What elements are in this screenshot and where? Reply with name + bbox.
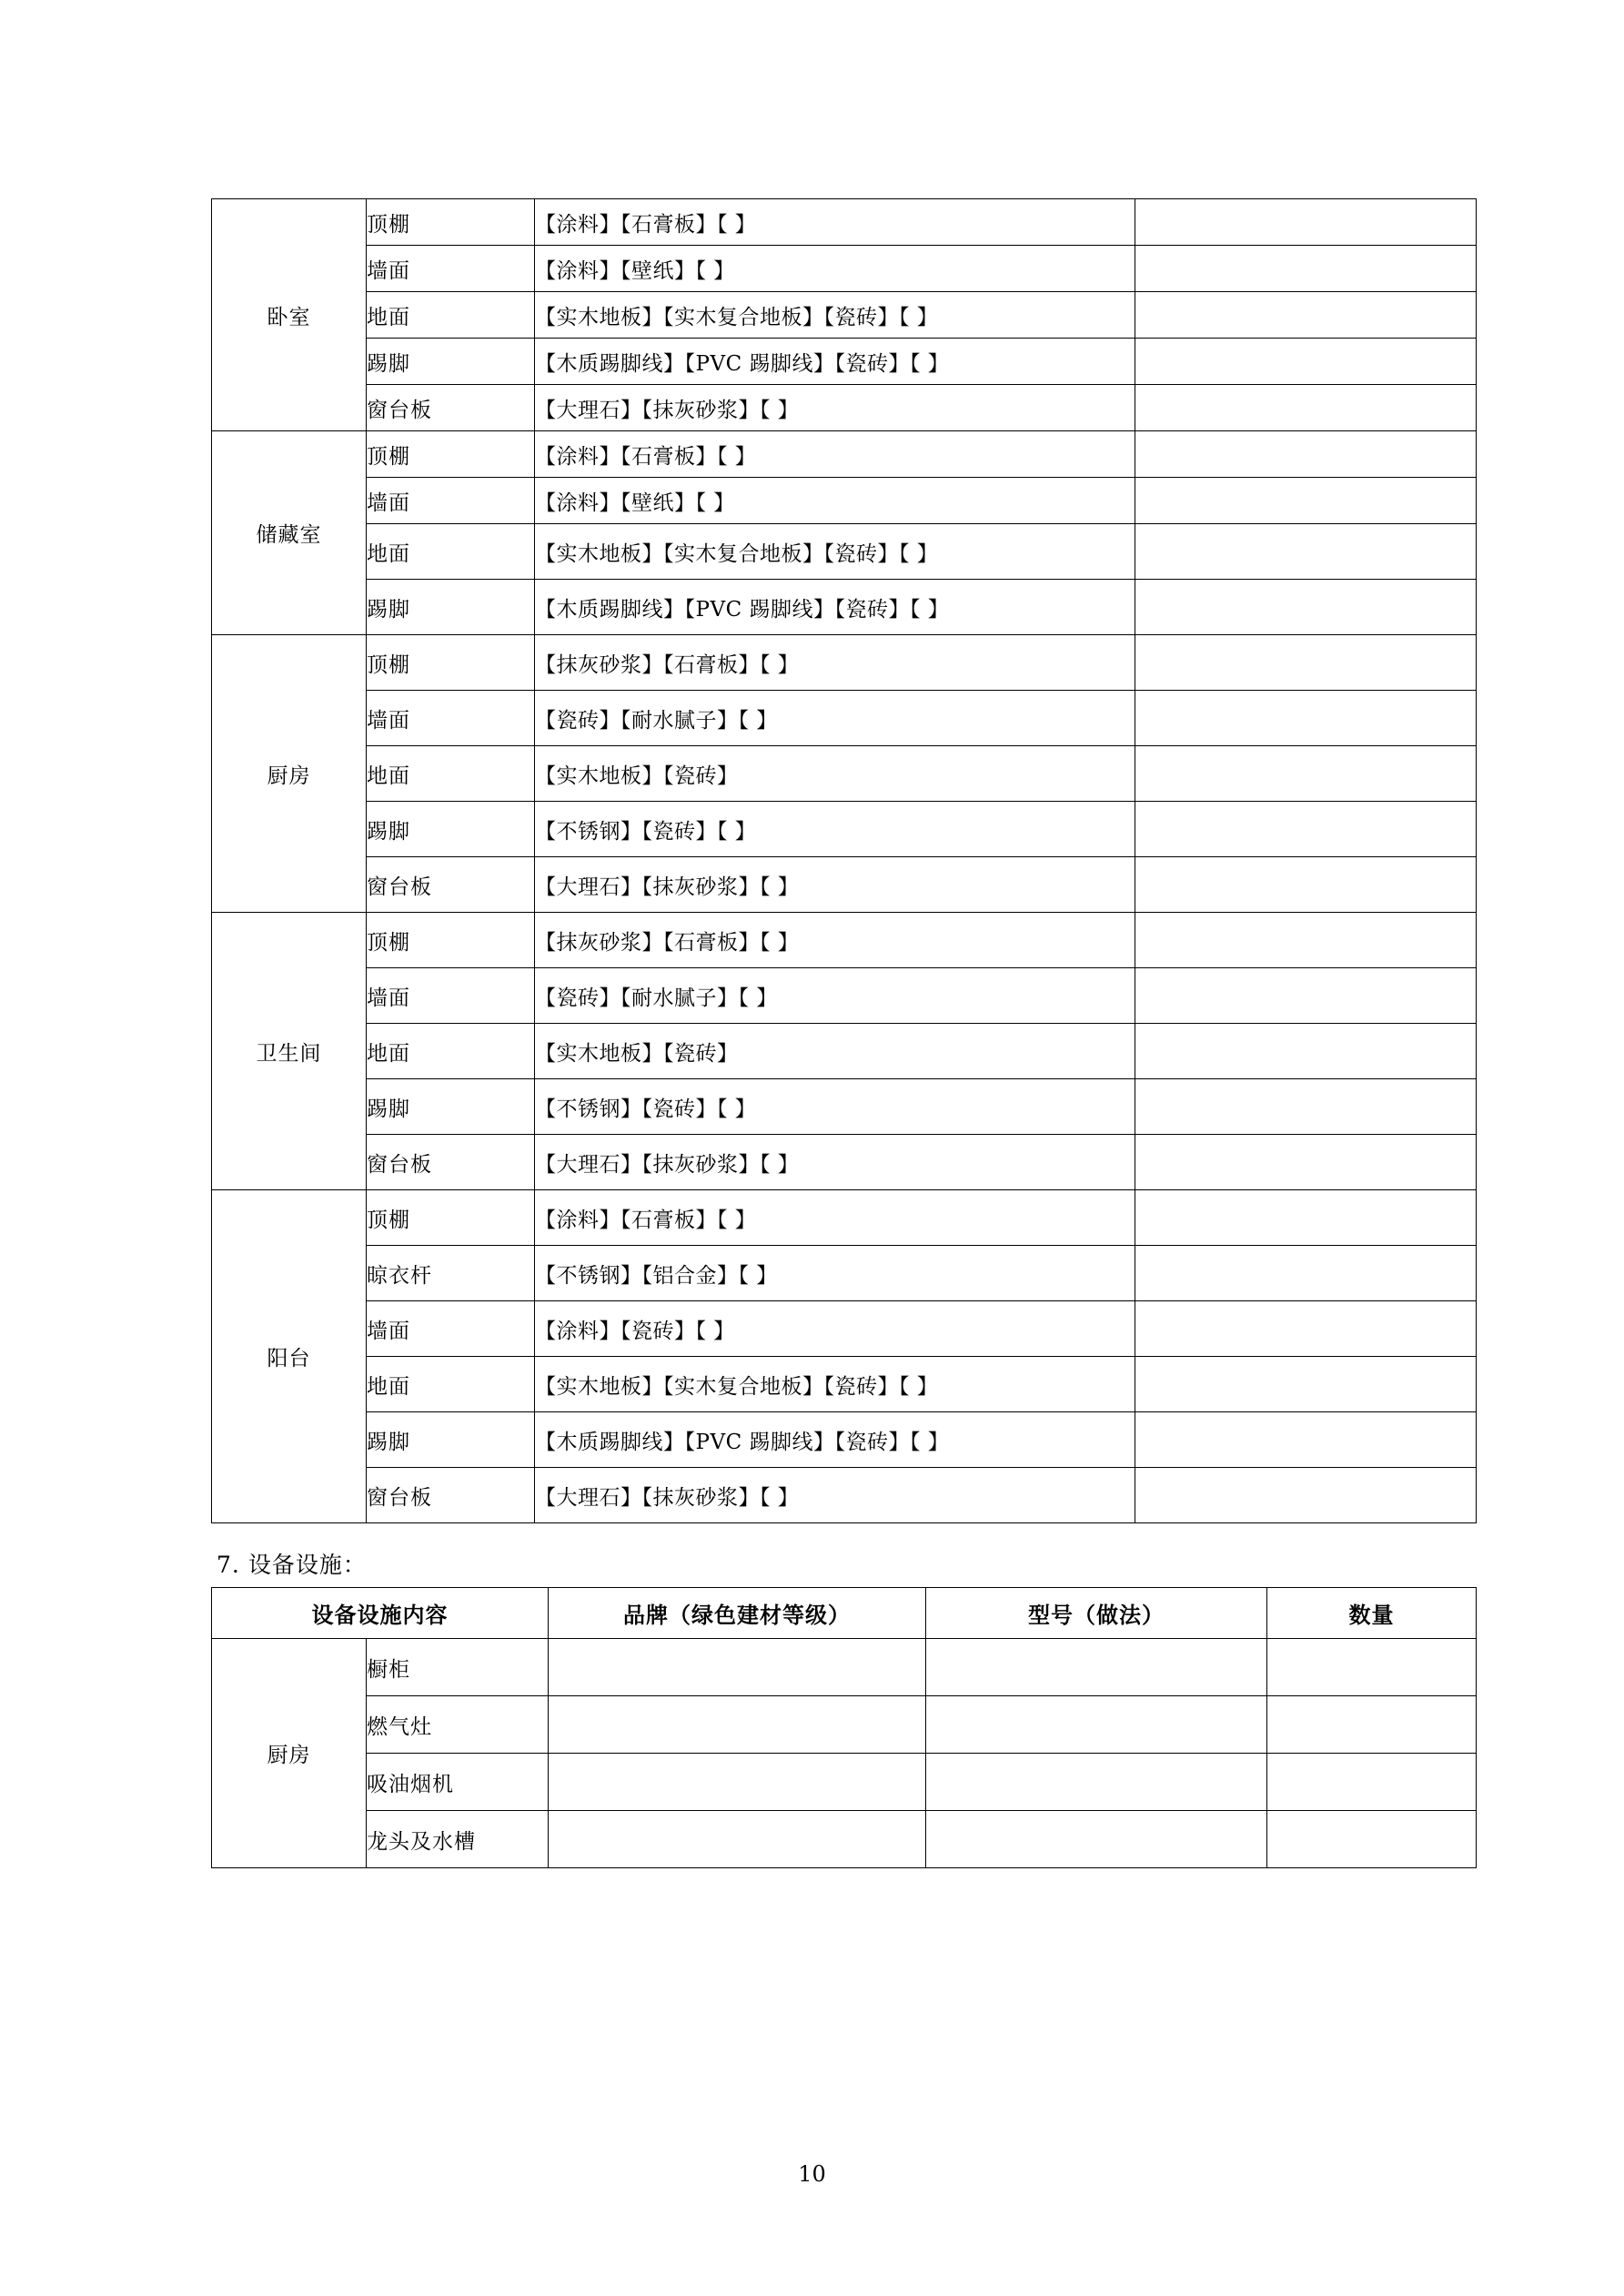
- section-number: 7.: [217, 1552, 240, 1578]
- part-name-cell: 踢脚: [367, 802, 535, 857]
- material-options-cell[interactable]: 【实木地板】【瓷砖】: [535, 746, 1135, 802]
- table-row: [212, 968, 1477, 1024]
- material-options-cell[interactable]: 【大理石】【抹灰砂浆】【 】: [535, 857, 1135, 913]
- table-row: [212, 246, 1477, 292]
- remark-cell[interactable]: [1135, 913, 1477, 968]
- equipment-table: [211, 1587, 1477, 1868]
- column-header-model: 型号（做法）: [926, 1588, 1267, 1639]
- equipment-item-cell: 橱柜: [367, 1639, 549, 1696]
- material-options-cell[interactable]: 【实木地板】【瓷砖】: [535, 1024, 1135, 1079]
- column-header-brand: 品牌（绿色建材等级）: [549, 1588, 926, 1639]
- table-row: [212, 1811, 1477, 1868]
- material-options-cell[interactable]: 【实木地板】【实木复合地板】【瓷砖】【 】: [535, 524, 1135, 580]
- material-options-cell[interactable]: 【大理石】【抹灰砂浆】【 】: [535, 1135, 1135, 1190]
- remark-cell[interactable]: [1135, 1246, 1477, 1301]
- page-number: 10: [798, 2161, 826, 2187]
- remark-cell[interactable]: [1135, 199, 1477, 246]
- equipment-brand-cell[interactable]: [549, 1696, 926, 1754]
- material-options-cell[interactable]: 【不锈钢】【铝合金】【 】: [535, 1246, 1135, 1301]
- material-options-cell[interactable]: 【木质踢脚线】【PVC 踢脚线】【瓷砖】【 】: [535, 580, 1135, 635]
- part-name-cell: 顶棚: [367, 199, 535, 246]
- part-name-cell: 晾衣杆: [367, 1246, 535, 1301]
- remark-cell[interactable]: [1135, 478, 1477, 524]
- equipment-qty-cell[interactable]: [1267, 1754, 1477, 1811]
- finish-table-body: [212, 199, 1477, 1523]
- column-header-qty: 数量: [1267, 1588, 1477, 1639]
- part-name-cell: 踢脚: [367, 580, 535, 635]
- material-options-cell[interactable]: 【大理石】【抹灰砂浆】【 】: [535, 1468, 1135, 1523]
- table-row: [212, 1696, 1477, 1754]
- part-name-cell: 顶棚: [367, 1190, 535, 1246]
- part-name-cell: 窗台板: [367, 1135, 535, 1190]
- room-name-cell: 储藏室: [212, 431, 367, 635]
- remark-cell[interactable]: [1135, 431, 1477, 478]
- part-name-cell: 墙面: [367, 246, 535, 292]
- part-name-cell: 墙面: [367, 1301, 535, 1357]
- part-name-cell: 踢脚: [367, 1079, 535, 1135]
- remark-cell[interactable]: [1135, 968, 1477, 1024]
- part-name-cell: 地面: [367, 746, 535, 802]
- equipment-table-body: [212, 1639, 1477, 1868]
- equipment-model-cell[interactable]: [926, 1639, 1267, 1696]
- equipment-model-cell[interactable]: [926, 1696, 1267, 1754]
- equipment-table-head: [212, 1588, 1477, 1639]
- remark-cell[interactable]: [1135, 635, 1477, 691]
- remark-cell[interactable]: [1135, 746, 1477, 802]
- table-row: [212, 385, 1477, 431]
- material-options-cell[interactable]: 【不锈钢】【瓷砖】【 】: [535, 802, 1135, 857]
- room-name-cell: 卧室: [212, 199, 367, 431]
- table-row: [212, 913, 1477, 968]
- material-options-cell[interactable]: 【大理石】【抹灰砂浆】【 】: [535, 385, 1135, 431]
- material-options-cell[interactable]: 【涂料】【壁纸】【 】: [535, 246, 1135, 292]
- equipment-item-cell: 龙头及水槽: [367, 1811, 549, 1868]
- material-options-cell[interactable]: 【抹灰砂浆】【石膏板】【 】: [535, 913, 1135, 968]
- remark-cell[interactable]: [1135, 385, 1477, 431]
- material-options-cell[interactable]: 【抹灰砂浆】【石膏板】【 】: [535, 635, 1135, 691]
- part-name-cell: 窗台板: [367, 857, 535, 913]
- remark-cell[interactable]: [1135, 1412, 1477, 1468]
- remark-cell[interactable]: [1135, 1079, 1477, 1135]
- table-row: [212, 635, 1477, 691]
- part-name-cell: 踢脚: [367, 339, 535, 385]
- table-row: [212, 1639, 1477, 1696]
- remark-cell[interactable]: [1135, 580, 1477, 635]
- table-row: [212, 1079, 1477, 1135]
- part-name-cell: 墙面: [367, 691, 535, 746]
- column-header-content: 设备设施内容: [212, 1588, 549, 1639]
- equipment-brand-cell[interactable]: [549, 1811, 926, 1868]
- equipment-item-cell: 燃气灶: [367, 1696, 549, 1754]
- part-name-cell: 窗台板: [367, 1468, 535, 1523]
- material-options-cell[interactable]: 【涂料】【石膏板】【 】: [535, 199, 1135, 246]
- part-name-cell: 地面: [367, 1357, 535, 1412]
- section-heading: [211, 1547, 1476, 1580]
- remark-cell[interactable]: [1135, 1301, 1477, 1357]
- table-row: [212, 857, 1477, 913]
- part-name-cell: 地面: [367, 524, 535, 580]
- table-row: [212, 1412, 1477, 1468]
- equipment-model-cell[interactable]: [926, 1811, 1267, 1868]
- table-row: [212, 431, 1477, 478]
- material-options-cell[interactable]: 【瓷砖】【耐水腻子】【 】: [535, 691, 1135, 746]
- section-title-text: 设备设施：: [247, 1552, 367, 1578]
- equipment-item-cell: 吸油烟机: [367, 1754, 549, 1811]
- remark-cell[interactable]: [1135, 1190, 1477, 1246]
- finish-specification-table: [211, 198, 1477, 1523]
- equipment-qty-cell[interactable]: [1267, 1696, 1477, 1754]
- table-row: [212, 524, 1477, 580]
- material-options-cell[interactable]: 【涂料】【瓷砖】【 】: [535, 1301, 1135, 1357]
- remark-cell[interactable]: [1135, 1357, 1477, 1412]
- part-name-cell: 窗台板: [367, 385, 535, 431]
- material-options-cell[interactable]: 【木质踢脚线】【PVC 踢脚线】【瓷砖】【 】: [535, 1412, 1135, 1468]
- material-options-cell[interactable]: 【涂料】【壁纸】【 】: [535, 478, 1135, 524]
- table-row: [212, 1468, 1477, 1523]
- equipment-brand-cell[interactable]: [549, 1754, 926, 1811]
- table-row: [212, 478, 1477, 524]
- table-header-row: [212, 1588, 1477, 1639]
- remark-cell[interactable]: [1135, 802, 1477, 857]
- equipment-qty-cell[interactable]: [1267, 1639, 1477, 1696]
- table-row: [212, 1754, 1477, 1811]
- equipment-room-cell: 厨房: [212, 1639, 367, 1868]
- material-options-cell[interactable]: 【实木地板】【实木复合地板】【瓷砖】【 】: [535, 292, 1135, 339]
- room-name-cell: 卫生间: [212, 913, 367, 1190]
- table-row: [212, 1024, 1477, 1079]
- remark-cell[interactable]: [1135, 1135, 1477, 1190]
- table-row: [212, 1190, 1477, 1246]
- table-row: [212, 339, 1477, 385]
- equipment-model-cell[interactable]: [926, 1754, 1267, 1811]
- table-row: [212, 1301, 1477, 1357]
- material-options-cell[interactable]: 【木质踢脚线】【PVC 踢脚线】【瓷砖】【 】: [535, 339, 1135, 385]
- remark-cell[interactable]: [1135, 292, 1477, 339]
- material-options-cell[interactable]: 【不锈钢】【瓷砖】【 】: [535, 1079, 1135, 1135]
- material-options-cell[interactable]: 【实木地板】【实木复合地板】【瓷砖】【 】: [535, 1357, 1135, 1412]
- remark-cell[interactable]: [1135, 857, 1477, 913]
- part-name-cell: 地面: [367, 292, 535, 339]
- part-name-cell: 地面: [367, 1024, 535, 1079]
- table-row: [212, 292, 1477, 339]
- material-options-cell[interactable]: 【涂料】【石膏板】【 】: [535, 1190, 1135, 1246]
- equipment-qty-cell[interactable]: [1267, 1811, 1477, 1868]
- table-row: [212, 199, 1477, 246]
- table-row: [212, 580, 1477, 635]
- part-name-cell: 顶棚: [367, 913, 535, 968]
- remark-cell[interactable]: [1135, 1468, 1477, 1523]
- page-content: [211, 198, 1476, 1868]
- table-row: [212, 1135, 1477, 1190]
- remark-cell[interactable]: [1135, 524, 1477, 580]
- part-name-cell: 顶棚: [367, 635, 535, 691]
- part-name-cell: 踢脚: [367, 1412, 535, 1468]
- table-row: [212, 746, 1477, 802]
- table-row: [212, 802, 1477, 857]
- part-name-cell: 墙面: [367, 478, 535, 524]
- remark-cell[interactable]: [1135, 246, 1477, 292]
- table-row: [212, 1357, 1477, 1412]
- material-options-cell[interactable]: 【涂料】【石膏板】【 】: [535, 431, 1135, 478]
- room-name-cell: 阳台: [212, 1190, 367, 1523]
- remark-cell[interactable]: [1135, 1024, 1477, 1079]
- equipment-brand-cell[interactable]: [549, 1639, 926, 1696]
- room-name-cell: 厨房: [212, 635, 367, 913]
- material-options-cell[interactable]: 【瓷砖】【耐水腻子】【 】: [535, 968, 1135, 1024]
- part-name-cell: 顶棚: [367, 431, 535, 478]
- remark-cell[interactable]: [1135, 691, 1477, 746]
- table-row: [212, 691, 1477, 746]
- part-name-cell: 墙面: [367, 968, 535, 1024]
- remark-cell[interactable]: [1135, 339, 1477, 385]
- table-row: [212, 1246, 1477, 1301]
